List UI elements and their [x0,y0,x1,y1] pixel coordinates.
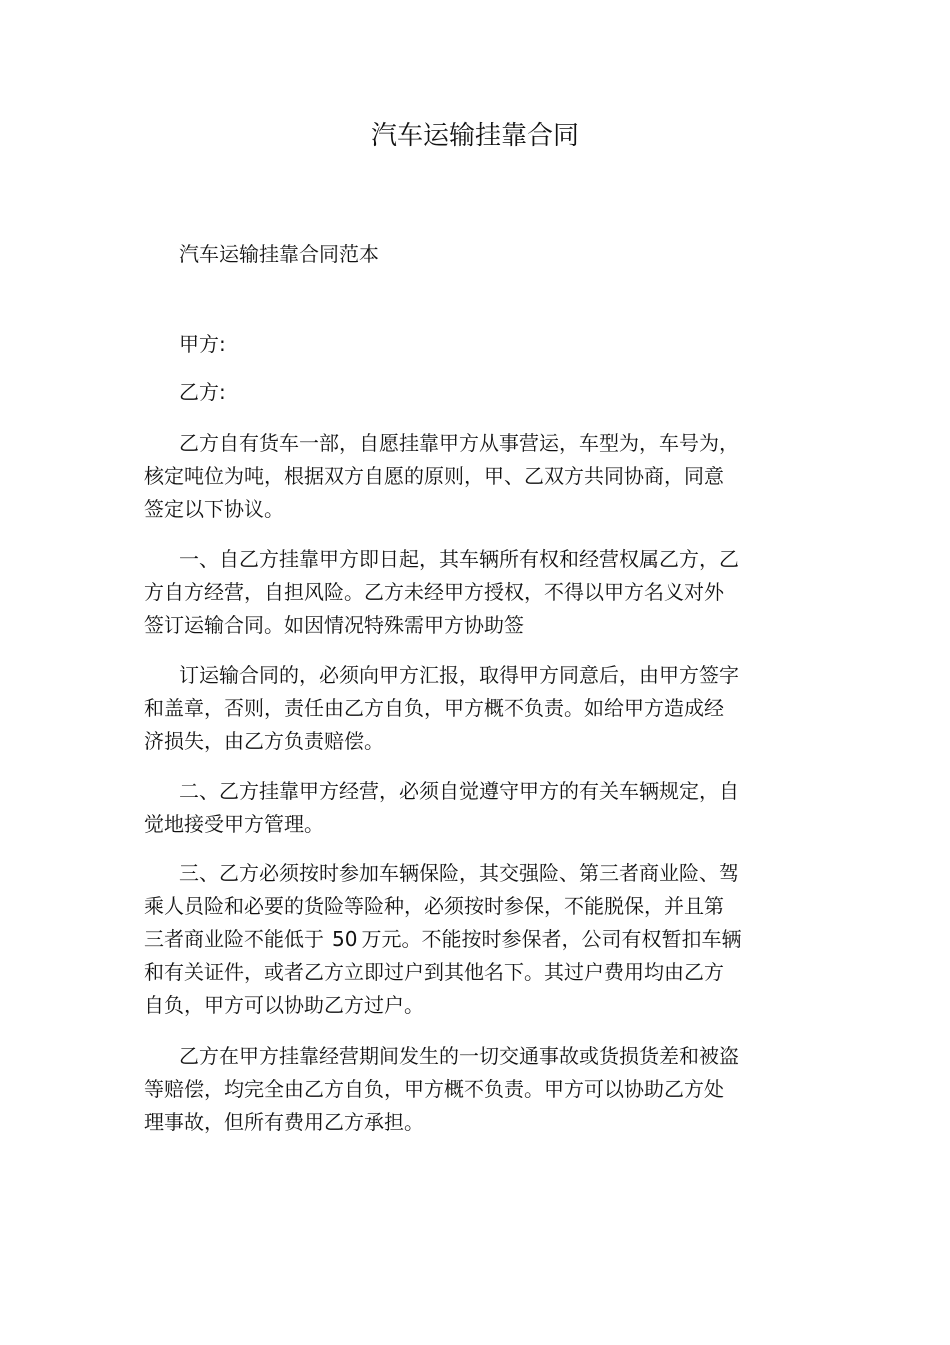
paragraph-liability [144,1040,784,1139]
paragraph-line: 自负，甲方可以协助乙方过户。 [144,993,424,1017]
paragraph-clause-1 [144,543,784,642]
paragraph-clause-1-continued [144,659,784,758]
paragraph-line-with-amount [144,923,784,956]
paragraph-intro [144,427,784,526]
paragraph-line: 乙方自有货车一部，自愿挂靠甲方从事营运，车型为，车号为， [179,431,739,455]
paragraph-line: 签定以下协议。 [144,497,284,521]
paragraph-line: 订运输合同的，必须向甲方汇报，取得甲方同意后，由甲方签字 [179,663,739,687]
paragraph-line: 和有关证件，或者乙方立即过户到其他名下。其过户费用均由乙方 [144,960,724,984]
paragraph-line: 觉地接受甲方管理。 [144,812,324,836]
paragraph-line: 核定吨位为吨，根据双方自愿的原则，甲、乙双方共同协商，同意 [144,464,724,488]
paragraph-clause-2 [144,775,784,841]
paragraph-line: 济损失，由乙方负责赔偿。 [144,729,384,753]
paragraph-line: 二、乙方挂靠甲方经营，必须自觉遵守甲方的有关车辆规定，自 [179,779,739,803]
paragraph-line: 等赔偿，均完全由乙方自负，甲方概不负责。甲方可以协助乙方处 [144,1077,724,1101]
insurance-amount: 50 [332,927,358,951]
paragraph-line: 理事故，但所有费用乙方承担。 [144,1110,424,1134]
paragraph-line: 签订运输合同。如因情况特殊需甲方协助签 [144,613,524,637]
paragraph-line: 方自方经营，自担风险。乙方未经甲方授权，不得以甲方名义对外 [144,580,724,604]
document-title: 汽车运输挂靠合同 [370,121,579,151]
paragraph-clause-3 [144,857,784,1022]
paragraph-line: 三、乙方必须按时参加车辆保险，其交强险、第三者商业险、驾 [179,861,739,885]
paragraph-line: 和盖章，否则，责任由乙方自负，甲方概不负责。如给甲方造成经 [144,696,724,720]
party-b-label: 乙方: [179,380,226,404]
paragraph-line: 乘人员险和必要的货险等险种，必须按时参保，不能脱保，并且第 [144,894,724,918]
paragraph-text: 三者商业险不能低于 [144,927,324,951]
document-subtitle: 汽车运输挂靠合同范本 [179,242,379,266]
paragraph-text: 万元。不能按时参保者，公司有权暂扣车辆 [361,927,742,951]
paragraph-line: 乙方在甲方挂靠经营期间发生的一切交通事故或货损货差和被盗 [179,1044,739,1068]
party-a-label: 甲方: [179,332,226,356]
paragraph-line: 一、自乙方挂靠甲方即日起，其车辆所有权和经营权属乙方，乙 [179,547,739,571]
